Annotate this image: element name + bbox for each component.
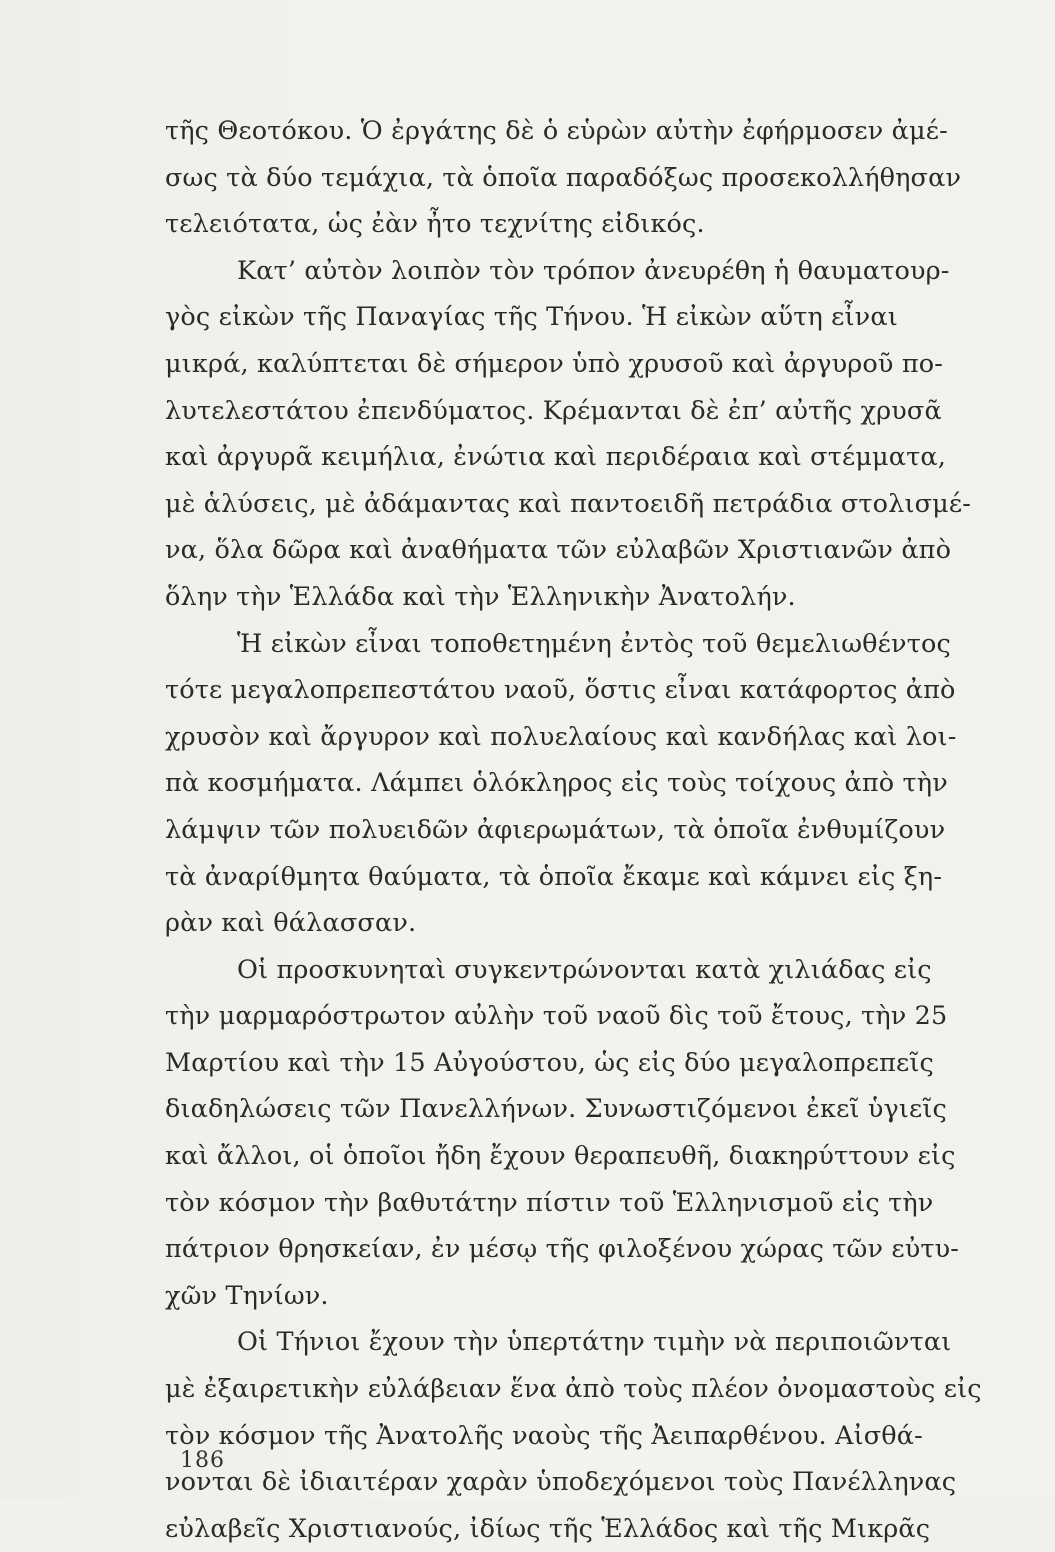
- text-line: καὶ ἄλλοι, οἱ ὁποῖοι ἤδη ἔχουν θεραπευθῆ, διακηρύττουν εἰς: [165, 1141, 956, 1172]
- page-number: 186: [180, 1448, 225, 1473]
- text-line: νονται δὲ ἰδιαιτέραν χαρὰν ὑποδεχόμενοι τοὺς Πανέλληνας: [165, 1467, 957, 1498]
- text-line: τότε μεγαλοπρεπεστάτου ναοῦ, ὅστις εἶναι κατάφορτος ἀπὸ: [165, 675, 956, 706]
- text-line: Ἡ εἰκὼν εἶναι τοποθετημένη ἐντὸς τοῦ θεμελιωθέντος: [237, 628, 951, 659]
- text-line: να, ὅλα δῶρα καὶ ἀναθήματα τῶν εὐλαβῶν Χριστιανῶν ἀπὸ: [165, 535, 952, 566]
- text-line: γὸς εἰκὼν τῆς Παναγίας τῆς Τήνου. Ἡ εἰκὼν αὕτη εἶναι: [165, 302, 898, 333]
- text-line: τὸν κόσμον τῆς Ἀνατολῆς ναοὺς τῆς Ἀειπαρθένου. Αἰσθά-: [165, 1420, 923, 1451]
- text-line: Οἱ προσκυνηταὶ συγκεντρώνονται κατὰ χιλιάδας εἰς: [237, 954, 932, 985]
- text-line: Οἱ Τήνιοι ἔχουν τὴν ὑπερτάτην τιμὴν νὰ περιποιῶνται: [237, 1327, 952, 1358]
- text-line: μὲ ἁλύσεις, μὲ ἀδάμαντας καὶ παντοειδῆ πετράδια στολισμέ-: [165, 488, 972, 519]
- text-line: Κατ’ αὐτὸν λοιπὸν τὸν τρόπον ἀνευρέθη ἡ θαυματουρ-: [237, 255, 950, 286]
- text-line: εὐλαβεῖς Χριστιανούς, ἰδίως τῆς Ἑλλάδος καὶ τῆς Μικρᾶς: [165, 1513, 931, 1544]
- text-line: μὲ ἐξαιρετικὴν εὐλάβειαν ἕνα ἀπὸ τοὺς πλέον ὀνομαστοὺς εἰς: [165, 1374, 982, 1405]
- text-line: ρὰν καὶ θάλασσαν.: [165, 908, 417, 939]
- text-line: τελειότατα, ὡς ἐὰν ἦτο τεχνίτης εἰδικός.: [165, 209, 705, 240]
- text-line: μικρά, καλύπτεται δὲ σήμερον ὑπὸ χρυσοῦ καὶ ἀργυροῦ πο-: [165, 348, 943, 379]
- text-line: τὴν μαρμαρόστρωτον αὐλὴν τοῦ ναοῦ δὶς τοῦ ἔτους, τὴν 25: [165, 1001, 948, 1032]
- text-line: τὸν κόσμον τὴν βαθυτάτην πίστιν τοῦ Ἑλληνισμοῦ εἰς τὴν: [165, 1187, 934, 1218]
- text-line: πάτριον θρησκείαν, ἐν μέσῳ τῆς φιλοξένου χώρας τῶν εὐτυ-: [165, 1234, 960, 1265]
- text-line: σως τὰ δύο τεμάχια, τὰ ὁποῖα παραδόξως προσεκολλήθησαν: [165, 162, 962, 193]
- text-line: τῆς Θεοτόκου. Ὁ ἐργάτης δὲ ὁ εὑρὼν αὐτὴν ἐφήρμοσεν ἀμέ-: [165, 116, 948, 146]
- text-line: καὶ ἀργυρᾶ κειμήλια, ἐνώτια καὶ περιδέραια καὶ στέμματα,: [165, 442, 947, 473]
- text-line: διαδηλώσεις τῶν Πανελλήνων. Συνωστιζόμενοι ἐκεῖ ὑγιεῖς: [165, 1094, 947, 1125]
- text-line: Μαρτίου καὶ τὴν 15 Αὐγούστου, ὡς εἰς δύο μεγαλοπρεπεῖς: [165, 1047, 934, 1078]
- text-line: τὰ ἀναρίθμητα θαύματα, τὰ ὁποῖα ἔκαμε καὶ κάμνει εἰς ξη-: [165, 861, 943, 892]
- text-line: χρυσὸν καὶ ἄργυρον καὶ πολυελαίους καὶ κανδήλας καὶ λοι-: [165, 721, 957, 752]
- text-line: λυτελεστάτου ἐπενδύματος. Κρέμανται δὲ ἐπ’ αὐτῆς χρυσᾶ: [165, 395, 942, 426]
- text-line: πὰ κοσμήματα. Λάμπει ὁλόκληρος εἰς τοὺς τοίχους ἀπὸ τὴν: [165, 768, 948, 799]
- body-text: [165, 108, 1025, 1552]
- text-line: λάμψιν τῶν πολυειδῶν ἀφιερωμάτων, τὰ ὁποῖα ἐνθυμίζουν: [165, 814, 946, 845]
- text-line: ὅλην τὴν Ἑλλάδα καὶ τὴν Ἑλληνικὴν Ἀνατολήν.: [165, 581, 796, 612]
- text-line: χῶν Τηνίων.: [165, 1280, 329, 1311]
